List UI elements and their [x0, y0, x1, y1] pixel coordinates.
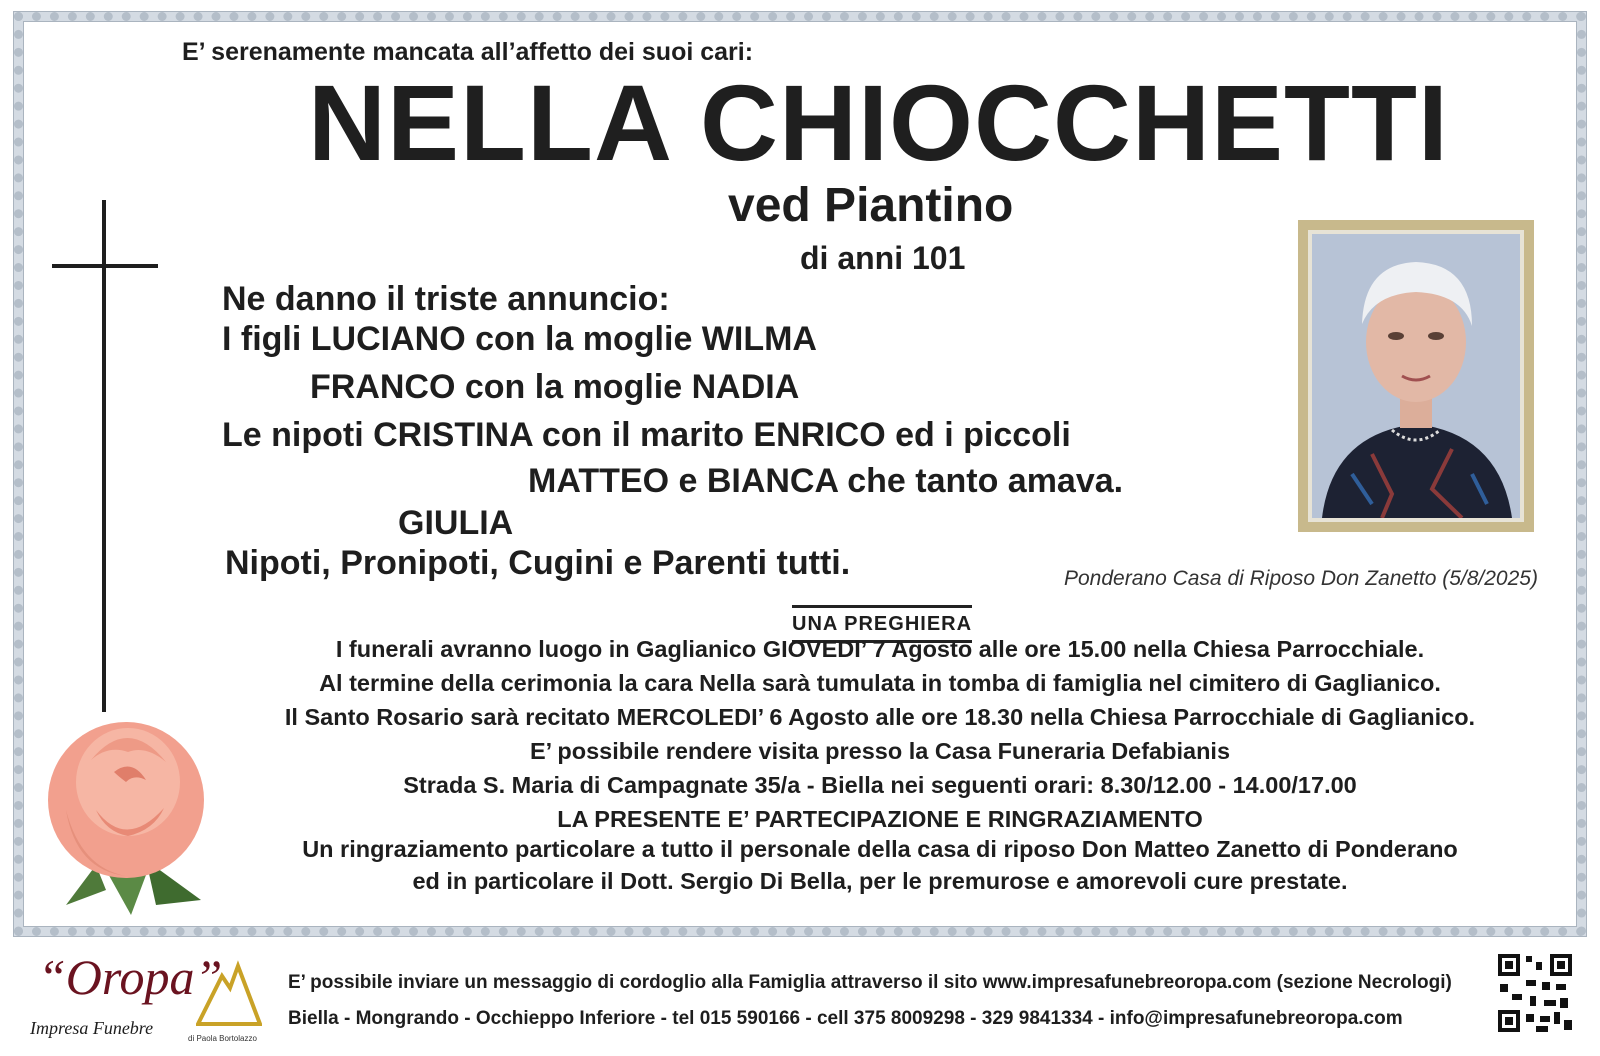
married-name: ved Piantino — [728, 179, 1014, 232]
detail-line: Strada S. Maria di Campagnate 35/a - Biella nei seguenti orari: 8.30/12.00 - 14.00/17.00 — [403, 772, 1357, 798]
age-text: di anni 101 — [800, 240, 966, 276]
detail-line: E’ possibile rendere visita presso la Casa Funeraria Defabianis — [529, 738, 1231, 764]
detail-line: LA PRESENTE E’ PARTECIPAZIONE E RINGRAZIAMENTO — [557, 806, 1203, 832]
detail-line: Un ringraziamento particolare a tutto il personale della casa di riposo Don Matteo Zanetto di Ponderano — [302, 836, 1458, 862]
mountain-logo-icon — [196, 958, 262, 1028]
family-line: GIULIA — [398, 504, 514, 542]
cross-bar — [52, 264, 158, 268]
announcement-heading: Ne danno il triste annuncio: — [222, 280, 670, 318]
photo-caption: Ponderano Casa di Riposo Don Zanetto (5/8/2025) — [1064, 567, 1538, 590]
contact-info: Biella - Mongrando - Occhieppo Inferiore - tel 015 590166 - cell 375 8009298 - 329 9841334 - info@impresafunebreoropa.com — [288, 1008, 1403, 1029]
portrait-photo — [1298, 220, 1534, 532]
detail-line: Il Santo Rosario sarà recitato MERCOLEDI’ 6 Agosto alle ore 18.30 nella Chiesa Parrocchiale di Gaglianico. — [284, 704, 1476, 730]
detail-line: I funerali avranno luogo in Gaglianico GIOVEDI’ 7 Agosto alle ore 15.00 nella Chiesa Parrocchiale. — [335, 636, 1425, 662]
family-line: MATTEO e BIANCA che tanto amava. — [528, 462, 1124, 500]
condolence-message: E’ possibile inviare un messaggio di cordoglio alla Famiglia attraverso il sito www.impresafunebreoropa.com (sezione Necrologi) — [288, 972, 1452, 993]
deceased-name: NELLA CHIOCCHETTI — [308, 62, 1449, 183]
qr-code-icon[interactable] — [1496, 952, 1574, 1034]
family-line: Nipoti, Pronipoti, Cugini e Parenti tutti. — [225, 544, 851, 582]
detail-line: Al termine della cerimonia la cara Nella sarà tumulata in tomba di famiglia nel cimitero di Gaglianico. — [319, 670, 1441, 696]
prayer-label: UNA PREGHIERA — [792, 605, 972, 643]
detail-line: ed in particolare il Dott. Sergio Di Bella, per le premurose e amorevoli cure prestate. — [412, 868, 1348, 894]
family-line: Le nipoti CRISTINA con il marito ENRICO ed i piccoli — [222, 416, 1071, 454]
intro-text: E’ serenamente mancata all’affetto dei suoi cari: — [182, 38, 754, 66]
rose-icon — [36, 690, 212, 920]
logo-subtitle: Impresa Funebre — [30, 1018, 154, 1038]
cross-icon — [102, 200, 106, 712]
logo-name: “Oropa” — [38, 949, 223, 1005]
family-line: FRANCO con la moglie NADIA — [310, 368, 800, 406]
logo-owner: di Paola Bortolazzo — [188, 1034, 257, 1043]
family-line: I figli LUCIANO con la moglie WILMA — [222, 320, 817, 358]
portrait-image — [1312, 234, 1520, 518]
